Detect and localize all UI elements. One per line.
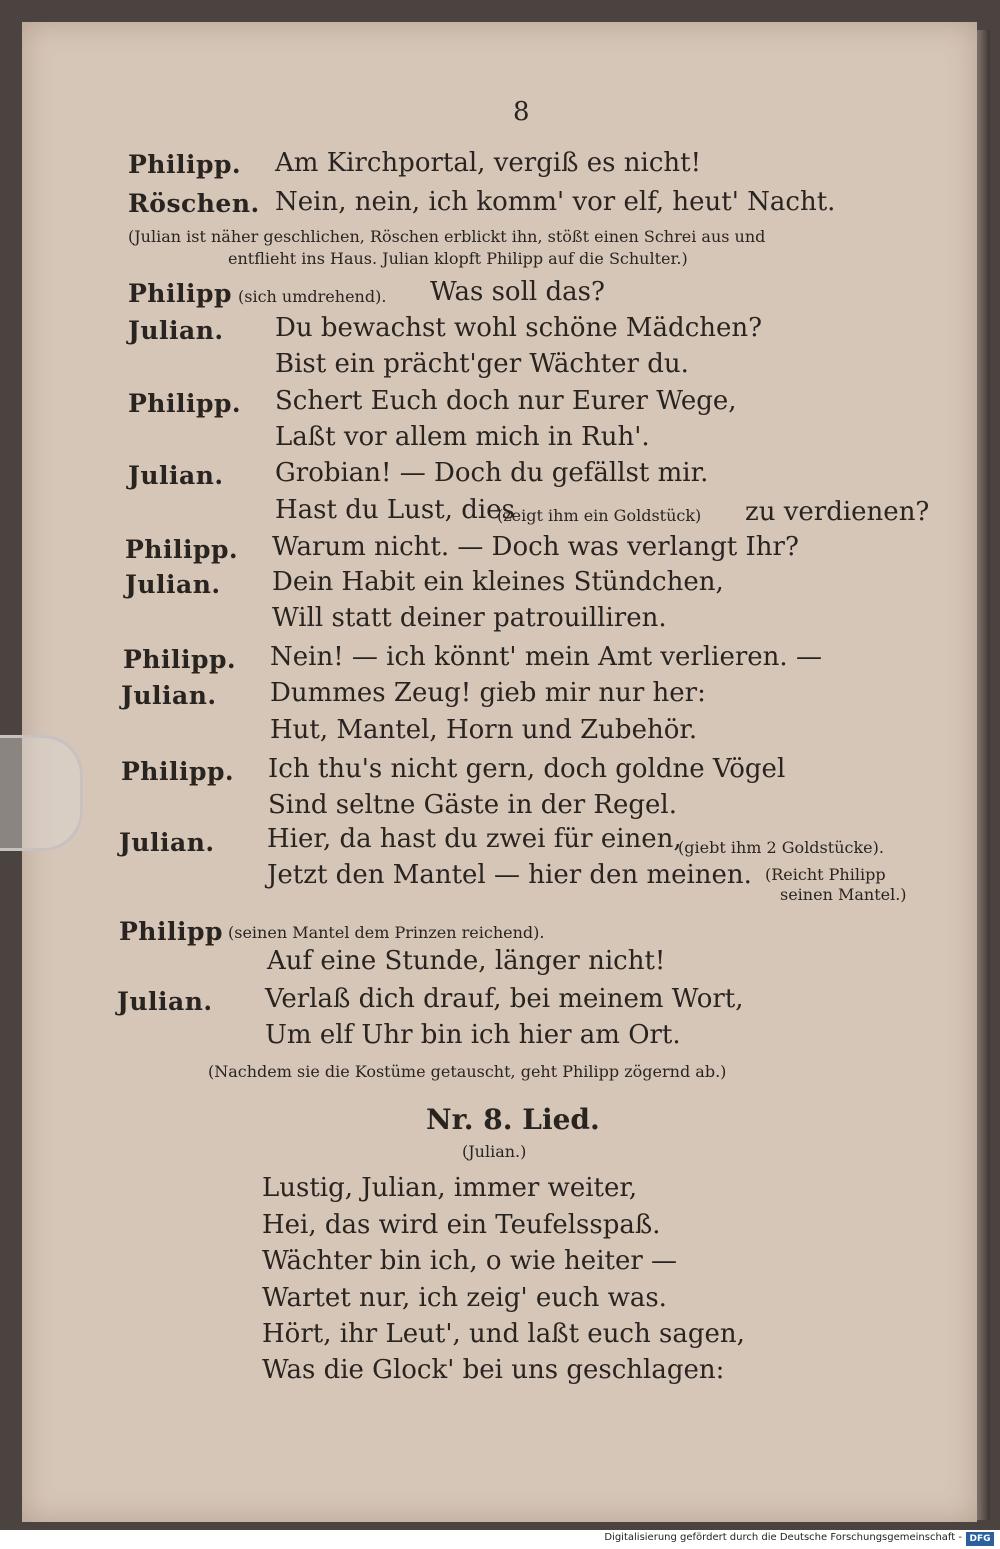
dialogue-line: Dein Habit ein kleines Stündchen, [272, 567, 724, 597]
dialogue-line: Auf eine Stunde, länger nicht! [267, 946, 666, 976]
dialogue-line: Nein, nein, ich komm' vor elf, heut' Nacht. [275, 187, 836, 217]
speaker-name: Julian. [117, 987, 213, 1016]
footer-credit: Digitalisierung gefördert durch die Deutsche Forschungsgemeinschaft - [604, 1532, 962, 1543]
speaker-name: Philipp. [121, 757, 235, 786]
song-verse: Was die Glock' bei uns geschlagen: [262, 1355, 725, 1385]
dialogue-line: Laßt vor allem mich in Ruh'. [275, 422, 650, 452]
inline-direction: (zeigt ihm ein Goldstück) [497, 506, 702, 525]
song-title: Nr. 8. Lied. [426, 1103, 600, 1136]
inline-direction: (giebt ihm 2 Goldstücke). [678, 838, 884, 857]
dialogue-line: Hier, da hast du zwei für einen, [267, 824, 682, 854]
dialogue-line: Dummes Zeug! gieb mir nur her: [270, 678, 706, 708]
dialogue-line: Grobian! — Doch du gefällst mir. [275, 458, 709, 488]
speaker-name: Philipp [119, 917, 223, 946]
speaker-name: Julian. [125, 570, 221, 599]
song-verse: Wächter bin ich, o wie heiter — [262, 1246, 678, 1276]
inline-direction: seinen Mantel.) [780, 885, 907, 904]
dialogue-line: Schert Euch doch nur Eurer Wege, [275, 386, 737, 416]
dialogue-line: Verlaß dich drauf, bei meinem Wort, [265, 984, 744, 1014]
speaker-name: Philipp. [128, 150, 242, 179]
speaker-name: Philipp. [123, 645, 237, 674]
speaker-name: Julian. [128, 316, 224, 345]
dialogue-line: Will statt deiner patrouilliren. [272, 603, 667, 633]
speaker-name: Philipp. [128, 389, 242, 418]
dialogue-line: Was soll das? [430, 277, 605, 307]
speaker-name: Philipp. [125, 535, 239, 564]
dialogue-line: Warum nicht. — Doch was verlangt Ihr? [272, 532, 799, 562]
speaker-name: Julian. [121, 681, 217, 710]
dfg-logo: DFG [966, 1532, 994, 1546]
speaker-name: Julian. [119, 828, 215, 857]
stage-direction: (Julian ist näher geschlichen, Röschen erblickt ihn, stößt einen Schrei aus und [128, 227, 766, 246]
page-number: 8 [513, 97, 530, 127]
dialogue-line: Am Kirchportal, vergiß es nicht! [275, 148, 702, 178]
dialogue-line: Nein! — ich könnt' mein Amt verlieren. — [270, 642, 822, 672]
dialogue-line: zu verdienen? [745, 497, 930, 527]
speaker-name: Julian. [128, 461, 224, 490]
inline-direction: (sich umdrehend). [238, 287, 387, 306]
inline-direction: (seinen Mantel dem Prinzen reichend). [228, 923, 545, 942]
speaker-name: Röschen. [128, 189, 260, 218]
dialogue-line: Sind seltne Gäste in der Regel. [268, 790, 678, 820]
dialogue-line: Jetzt den Mantel — hier den meinen. [267, 860, 752, 890]
dialogue-line: Du bewachst wohl schöne Mädchen? [275, 313, 763, 343]
song-singer: (Julian.) [462, 1142, 527, 1161]
song-verse: Wartet nur, ich zeig' euch was. [262, 1283, 667, 1313]
speaker-name: Philipp [128, 279, 232, 308]
dialogue-line: Ich thu's nicht gern, doch goldne Vögel [268, 754, 786, 784]
song-verse: Lustig, Julian, immer weiter, [262, 1173, 638, 1203]
dialogue-line: Um elf Uhr bin ich hier am Ort. [265, 1020, 681, 1050]
dialogue-line: Hut, Mantel, Horn und Zubehör. [270, 715, 698, 745]
dialogue-line: Bist ein prächt'ger Wächter du. [275, 349, 689, 379]
paper-clip [0, 735, 83, 851]
inline-direction: (Reicht Philipp [765, 865, 886, 884]
stage-direction: (Nachdem sie die Kostüme getauscht, geht Philipp zögernd ab.) [208, 1062, 727, 1081]
song-verse: Hei, das wird ein Teufelsspaß. [262, 1210, 661, 1240]
dialogue-line: Hast du Lust, dies [275, 495, 515, 525]
stage-direction: entflieht ins Haus. Julian klopft Philipp auf die Schulter.) [228, 249, 688, 268]
song-verse: Hört, ihr Leut', und laßt euch sagen, [262, 1319, 745, 1349]
